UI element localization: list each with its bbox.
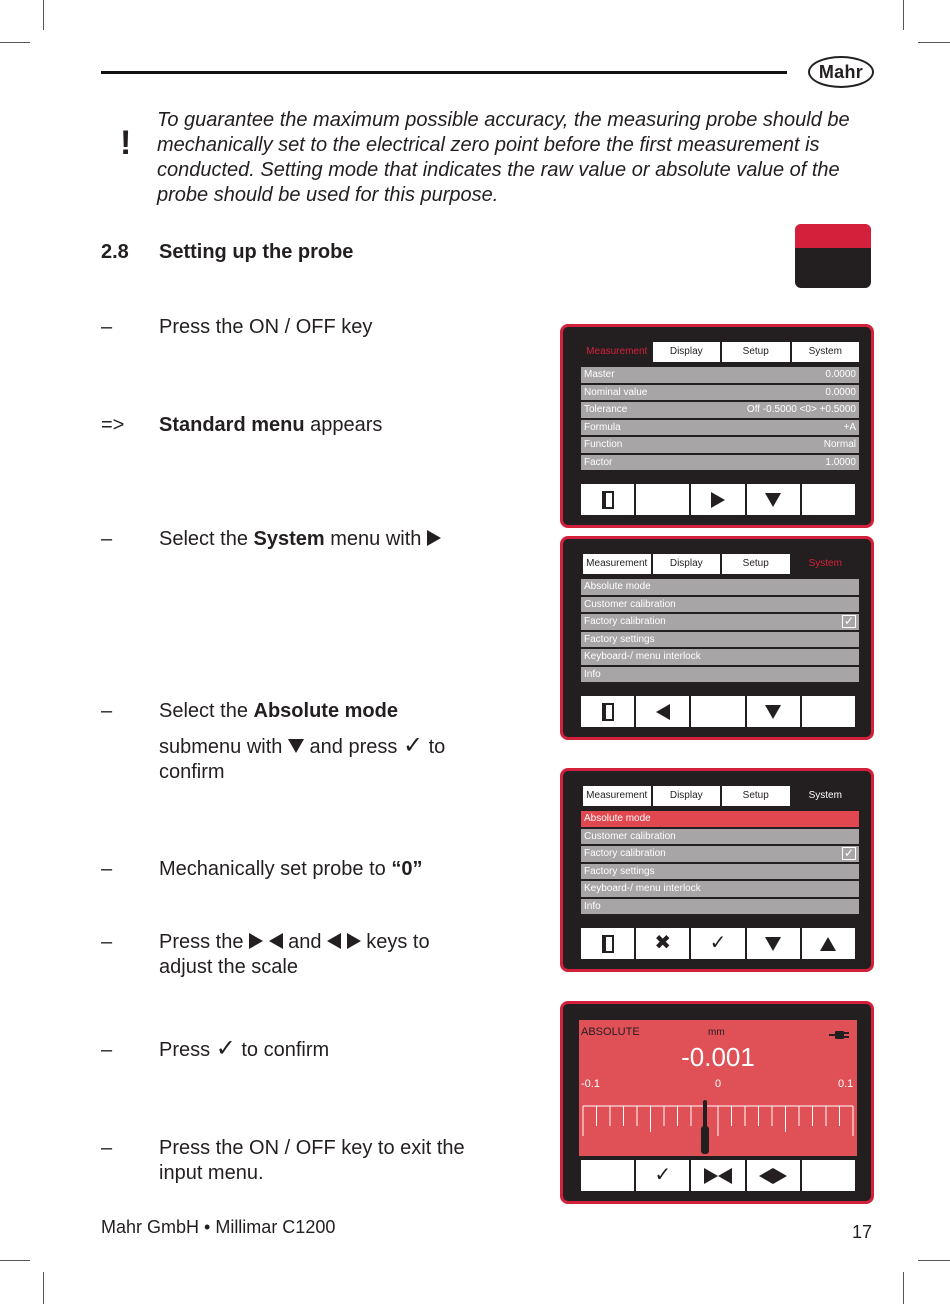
scale-zoom-out-button[interactable]	[747, 1160, 800, 1191]
list-item[interactable]: Customer calibration	[581, 597, 859, 613]
crop-mark	[903, 0, 904, 30]
list-item[interactable]: Formula +A	[581, 420, 859, 436]
right-arrow-icon	[773, 1168, 787, 1184]
up-arrow-icon	[820, 937, 836, 951]
scale-zero: 0	[715, 1078, 722, 1090]
softkey-blank[interactable]	[802, 696, 855, 727]
tab-system[interactable]: System	[808, 790, 842, 801]
display-standard-menu	[560, 324, 874, 528]
exit-button[interactable]	[581, 696, 634, 727]
crop-mark	[903, 1272, 904, 1304]
down-button[interactable]	[747, 484, 800, 515]
display-system-menu	[560, 536, 874, 740]
right-arrow-icon	[711, 492, 725, 508]
left-arrow-icon	[718, 1168, 732, 1184]
step-text: Press the ON / OFF key to exit the input menu.	[159, 1137, 465, 1184]
right-arrow-icon	[347, 933, 361, 949]
list-item[interactable]: Keyboard-/ menu interlock	[581, 649, 859, 665]
mahr-logo: Mahr	[808, 56, 874, 88]
system-list	[581, 811, 859, 916]
display-absolute-readout	[560, 1001, 874, 1204]
warning-icon: !	[120, 124, 132, 162]
list-item[interactable]: Factor 1.0000	[581, 455, 859, 471]
check-icon: ✓	[402, 732, 424, 759]
right-arrow-icon	[249, 933, 263, 949]
menu-tabs	[581, 554, 859, 574]
page-number: 17	[852, 1222, 873, 1242]
left-arrow-icon	[327, 933, 341, 949]
down-arrow-icon	[765, 493, 781, 507]
softkey-blank[interactable]	[802, 1160, 855, 1191]
mode-label: ABSOLUTE	[581, 1026, 640, 1038]
down-arrow-icon	[288, 739, 304, 753]
check-icon: ✓	[709, 932, 727, 954]
tab-display[interactable]: Display	[653, 786, 721, 806]
warning-note: To guarantee the maximum possible accuracy, the measuring probe should be mechanically set to the electrical zero point before the first measurement is conducted. Setting mode that indicates the raw value or absolute value of the probe should be used for this purpose.	[157, 109, 850, 206]
tab-measurement[interactable]: Measurement	[583, 786, 651, 806]
tab-display[interactable]: Display	[653, 554, 721, 574]
left-button[interactable]	[636, 696, 689, 727]
crop-mark	[43, 0, 44, 30]
scale-min: -0.1	[581, 1078, 600, 1090]
header-rule	[101, 71, 787, 74]
left-arrow-icon	[656, 704, 670, 720]
down-button[interactable]	[747, 928, 800, 959]
section-number: 2.8	[101, 241, 129, 263]
measured-value: -0.001	[681, 1042, 755, 1072]
list-item[interactable]: Nominal value 0.0000	[581, 385, 859, 401]
checkbox-checked-icon[interactable]: ✓	[843, 614, 855, 628]
list-item[interactable]: Customer calibration	[581, 829, 859, 845]
softkey-bar	[581, 484, 857, 515]
step-text: Select the System menu with	[159, 527, 441, 552]
list-item[interactable]: Master 0.0000	[581, 367, 859, 383]
step-text: Select the Absolute mode submenu with and press ✓ to confirm	[159, 700, 446, 783]
scale-max: 0.1	[838, 1078, 854, 1090]
list-item[interactable]: Tolerance Off -0.5000 <0> +0.5000	[581, 402, 859, 418]
list-item[interactable]: Factory calibration ✓	[581, 846, 859, 862]
step-text: Standard menu appears	[159, 414, 383, 436]
left-arrow-icon	[759, 1168, 773, 1184]
softkey-blank[interactable]	[802, 484, 855, 515]
list-item-selected[interactable]: Absolute mode	[581, 811, 859, 827]
check-icon: ✓	[654, 1164, 672, 1186]
list-item[interactable]: Absolute mode	[581, 579, 859, 595]
softkey-blank[interactable]	[636, 484, 689, 515]
exit-door-icon	[602, 935, 614, 953]
scale-zoom-in-button[interactable]	[691, 1160, 744, 1191]
display-absolute-mode-selected	[560, 768, 874, 972]
left-arrow-icon	[269, 933, 283, 949]
crop-mark	[918, 1260, 950, 1261]
section-title: Setting up the probe	[159, 241, 354, 263]
up-button[interactable]	[802, 928, 855, 959]
step-marker: –	[101, 1039, 113, 1061]
step-marker: –	[101, 858, 113, 880]
system-list	[581, 579, 859, 684]
tab-setup[interactable]: Setup	[722, 342, 790, 362]
right-arrow-icon	[427, 530, 441, 546]
exit-door-icon	[602, 491, 614, 509]
menu-tabs	[581, 342, 859, 362]
list-item[interactable]: Factory settings	[581, 864, 859, 880]
tab-measurement[interactable]: Measurement	[586, 346, 648, 357]
list-item[interactable]: Function Normal	[581, 437, 859, 453]
exit-button[interactable]	[581, 928, 634, 959]
check-icon: ✓	[215, 1035, 236, 1062]
crop-mark	[43, 1272, 44, 1304]
tab-system[interactable]: System	[808, 558, 842, 569]
right-button[interactable]	[691, 484, 744, 515]
list-item[interactable]: Keyboard-/ menu interlock	[581, 881, 859, 897]
cross-icon: ✖	[654, 932, 672, 954]
settings-list	[581, 367, 859, 472]
list-item[interactable]: Info	[581, 667, 859, 683]
footer-company: Mahr GmbH • Millimar C1200	[101, 1217, 336, 1237]
confirm-button[interactable]	[636, 1160, 689, 1191]
down-arrow-icon	[765, 937, 781, 951]
readout-screen	[579, 1020, 857, 1156]
step-marker: –	[101, 528, 113, 550]
confirm-button[interactable]	[691, 928, 744, 959]
down-arrow-icon	[765, 705, 781, 719]
step-text: Press the and keys to adjust the scale	[159, 931, 430, 978]
menu-tabs	[581, 786, 859, 806]
unit-label: mm	[708, 1027, 725, 1038]
cancel-button[interactable]	[636, 928, 689, 959]
tab-display[interactable]: Display	[653, 342, 721, 362]
down-button[interactable]	[747, 696, 800, 727]
step-marker: =>	[101, 414, 125, 436]
tab-setup[interactable]: Setup	[722, 554, 790, 574]
tab-setup[interactable]: Setup	[722, 786, 790, 806]
crop-mark	[0, 42, 30, 43]
checkbox-checked-icon[interactable]: ✓	[843, 846, 855, 860]
list-item[interactable]: Factory settings	[581, 632, 859, 648]
tab-system[interactable]: System	[792, 342, 860, 362]
chapter-tab	[795, 224, 871, 288]
step-text: Mechanically set probe to “0”	[159, 858, 423, 880]
exit-door-icon	[602, 703, 614, 721]
softkey-bar	[581, 1160, 857, 1191]
step-marker: –	[101, 931, 113, 953]
power-plug-icon	[829, 1027, 851, 1037]
exit-button[interactable]	[581, 484, 634, 515]
softkey-blank[interactable]	[691, 696, 744, 727]
list-item[interactable]: Factory calibration ✓	[581, 614, 859, 630]
step-marker: –	[101, 700, 113, 722]
step-marker: –	[101, 316, 113, 338]
analog-scale	[579, 1096, 857, 1156]
softkey-bar	[581, 928, 857, 959]
list-item[interactable]: Info	[581, 899, 859, 915]
tab-measurement[interactable]: Measurement	[583, 554, 651, 574]
step-text: Press ✓ to confirm	[159, 1035, 330, 1062]
step-marker: –	[101, 1137, 113, 1159]
right-arrow-icon	[704, 1168, 718, 1184]
step-text: Press the ON / OFF key	[159, 316, 373, 338]
crop-mark	[0, 1260, 30, 1261]
crop-mark	[918, 42, 950, 43]
softkey-bar	[581, 696, 857, 727]
softkey-blank[interactable]	[581, 1160, 634, 1191]
